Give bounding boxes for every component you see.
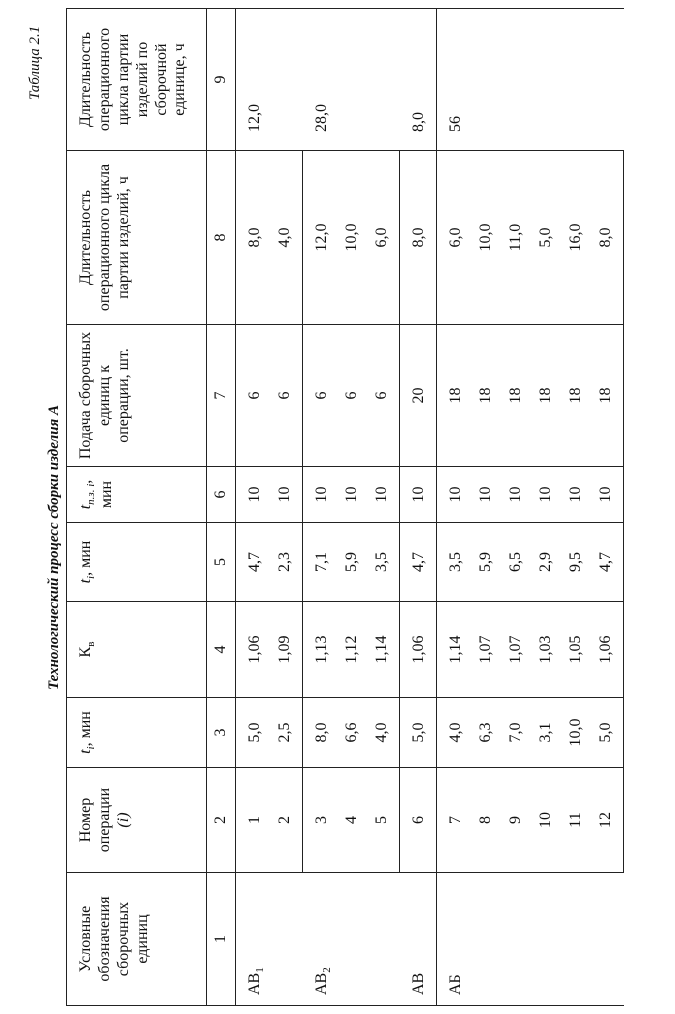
unit-cell (303, 873, 400, 1006)
cycle-value: 16,0 (563, 151, 593, 325)
table-row (303, 9, 340, 1006)
tpz-value: 10 (593, 467, 624, 523)
tpz-value: 10 (437, 467, 474, 523)
operation-number: 8 (473, 768, 503, 873)
ti2-value: 2,3 (272, 523, 303, 602)
header-ti (67, 698, 207, 768)
header-kv-sub: в (85, 641, 98, 647)
table-row (473, 9, 503, 1006)
group-total: 12,0 (236, 9, 303, 151)
table-row (437, 9, 474, 1006)
supply-value: 6 (303, 325, 340, 467)
header-operation-index: (i) (114, 812, 132, 828)
unit-cell (236, 873, 303, 1006)
cycle-value: 6,0 (369, 151, 400, 325)
kv-value: 1,14 (369, 602, 400, 698)
header-ti2-symbol: t (77, 578, 94, 584)
cycle-value: 5,0 (533, 151, 563, 325)
table-row (236, 9, 273, 1006)
ti-value: 6,3 (473, 698, 503, 768)
column-number: 7 (207, 325, 236, 467)
tpz-value: 10 (563, 467, 593, 523)
table-group (400, 9, 437, 1006)
ti-value: 4,0 (369, 698, 400, 768)
supply-value: 18 (563, 325, 593, 467)
supply-value: 20 (400, 325, 437, 467)
column-number: 5 (207, 523, 236, 602)
table-row (369, 9, 400, 1006)
header-tpz-sub: п.з. i (85, 483, 98, 505)
operation-number: 6 (400, 768, 437, 873)
cycle-value: 8,0 (400, 151, 437, 325)
ti-value: 3,1 (533, 698, 563, 768)
ti2-value: 2,9 (533, 523, 563, 602)
tpz-value: 10 (400, 467, 437, 523)
unit-cell (400, 873, 437, 1006)
supply-value: 18 (503, 325, 533, 467)
ti2-value: 3,5 (437, 523, 474, 602)
ti2-value: 5,9 (473, 523, 503, 602)
table-wrapper (66, 9, 614, 1006)
process-table (66, 8, 624, 1006)
column-number: 4 (207, 602, 236, 698)
column-number: 6 (207, 467, 236, 523)
ti2-value: 3,5 (369, 523, 400, 602)
ti2-value: 4,7 (400, 523, 437, 602)
table-row (563, 9, 593, 1006)
header-cycle: Длительность операционного цикла партии изделий, ч (67, 151, 207, 325)
cycle-value: 10,0 (473, 151, 503, 325)
column-number: 8 (207, 151, 236, 325)
group-total: 56 (437, 9, 624, 151)
operation-number: 1 (236, 768, 273, 873)
unit-label: АВ (409, 972, 427, 995)
column-number-row (207, 9, 236, 1006)
tpz-value: 10 (503, 467, 533, 523)
cycle-value: 12,0 (303, 151, 340, 325)
ti2-value: 6,5 (503, 523, 533, 602)
operation-number: 5 (369, 768, 400, 873)
column-number: 1 (207, 873, 236, 1006)
ti2-value: 9,5 (563, 523, 593, 602)
cycle-value: 10,0 (339, 151, 369, 325)
group-total: 8,0 (400, 9, 437, 151)
header-tpz-symbol: t (77, 504, 94, 510)
unit-label: АВ (246, 972, 263, 995)
ti-value: 8,0 (303, 698, 340, 768)
cycle-value: 8,0 (593, 151, 624, 325)
operation-number: 4 (339, 768, 369, 873)
ti2-value: 7,1 (303, 523, 340, 602)
header-unit: Условные обозначения сборочных единиц (67, 873, 207, 1006)
kv-value: 1,06 (400, 602, 437, 698)
header-row (67, 9, 207, 1006)
ti-value: 10,0 (563, 698, 593, 768)
ti-value: 6,6 (339, 698, 369, 768)
column-number: 3 (207, 698, 236, 768)
tpz-value: 10 (369, 467, 400, 523)
supply-value: 18 (437, 325, 474, 467)
header-kv-symbol: К (77, 646, 94, 658)
tpz-value: 10 (533, 467, 563, 523)
header-ti2-sub: i (85, 575, 98, 579)
column-number: 9 (207, 9, 236, 151)
header-cycle-unit: Длительность операционного цикла партии изделий по сборочной единице, ч (67, 9, 207, 151)
cycle-value: 8,0 (236, 151, 273, 325)
kv-value: 1,13 (303, 602, 340, 698)
header-ti-unit: , мин (77, 711, 94, 747)
header-operation-label: Номер операции (77, 787, 113, 853)
supply-value: 18 (593, 325, 624, 467)
header-supply: Подача сборочных единиц к операции, шт. (67, 325, 207, 467)
operation-number: 7 (437, 768, 474, 873)
unit-cell (437, 873, 624, 1006)
supply-value: 6 (369, 325, 400, 467)
operation-number: 9 (503, 768, 533, 873)
ti-value: 2,5 (272, 698, 303, 768)
operation-number: 10 (533, 768, 563, 873)
ti-value: 5,0 (400, 698, 437, 768)
ti2-value: 5,9 (339, 523, 369, 602)
table-group (236, 9, 303, 1006)
header-tpz (67, 467, 207, 523)
supply-value: 18 (473, 325, 503, 467)
supply-value: 6 (236, 325, 273, 467)
tpz-value: 10 (236, 467, 273, 523)
header-ti-symbol: t (77, 749, 94, 754)
column-number: 2 (207, 768, 236, 873)
table-row (339, 9, 369, 1006)
table-row (533, 9, 563, 1006)
kv-value: 1,03 (533, 602, 563, 698)
table-row (272, 9, 303, 1006)
unit-label: АБ (447, 974, 464, 995)
table-row (400, 9, 437, 1006)
operation-number: 2 (272, 768, 303, 873)
cycle-value: 6,0 (437, 151, 474, 325)
tpz-value: 10 (272, 467, 303, 523)
table-row (593, 9, 624, 1006)
kv-value: 1,06 (593, 602, 624, 698)
table-group (437, 9, 624, 1006)
kv-value: 1,07 (473, 602, 503, 698)
tpz-value: 10 (473, 467, 503, 523)
unit-label-sub: 1 (254, 967, 267, 973)
ti-value: 7,0 (503, 698, 533, 768)
group-total: 28,0 (303, 9, 400, 151)
table-title: Технологический процесс сборки изделия А (46, 404, 62, 690)
cycle-value: 4,0 (272, 151, 303, 325)
operation-number: 12 (593, 768, 624, 873)
kv-value: 1,14 (437, 602, 474, 698)
ti-value: 5,0 (593, 698, 624, 768)
header-ti2 (67, 523, 207, 602)
supply-value: 18 (533, 325, 563, 467)
supply-value: 6 (339, 325, 369, 467)
ti2-value: 4,7 (593, 523, 624, 602)
kv-value: 1,05 (563, 602, 593, 698)
unit-label: АВ (312, 972, 330, 995)
unit-label-sub: 2 (320, 967, 333, 973)
header-ti2-unit: , мин (77, 540, 94, 576)
header-kv (67, 602, 207, 698)
tpz-value: 10 (303, 467, 340, 523)
header-ti-sub: i (85, 746, 98, 750)
kv-value: 1,06 (236, 602, 273, 698)
table-row (503, 9, 533, 1006)
kv-value: 1,07 (503, 602, 533, 698)
ti-value: 5,0 (236, 698, 273, 768)
operation-number: 3 (303, 768, 340, 873)
table-label: Таблица 2.1 (27, 25, 43, 100)
cycle-value: 11,0 (503, 151, 533, 325)
supply-value: 6 (272, 325, 303, 467)
table-group (303, 9, 400, 1006)
tpz-value: 10 (339, 467, 369, 523)
kv-value: 1,09 (272, 602, 303, 698)
ti-value: 4,0 (437, 698, 474, 768)
operation-number: 11 (563, 768, 593, 873)
ti2-value: 4,7 (236, 523, 273, 602)
header-operation (67, 768, 207, 873)
kv-value: 1,12 (339, 602, 369, 698)
header-tpz-unit: , мин (77, 479, 116, 509)
